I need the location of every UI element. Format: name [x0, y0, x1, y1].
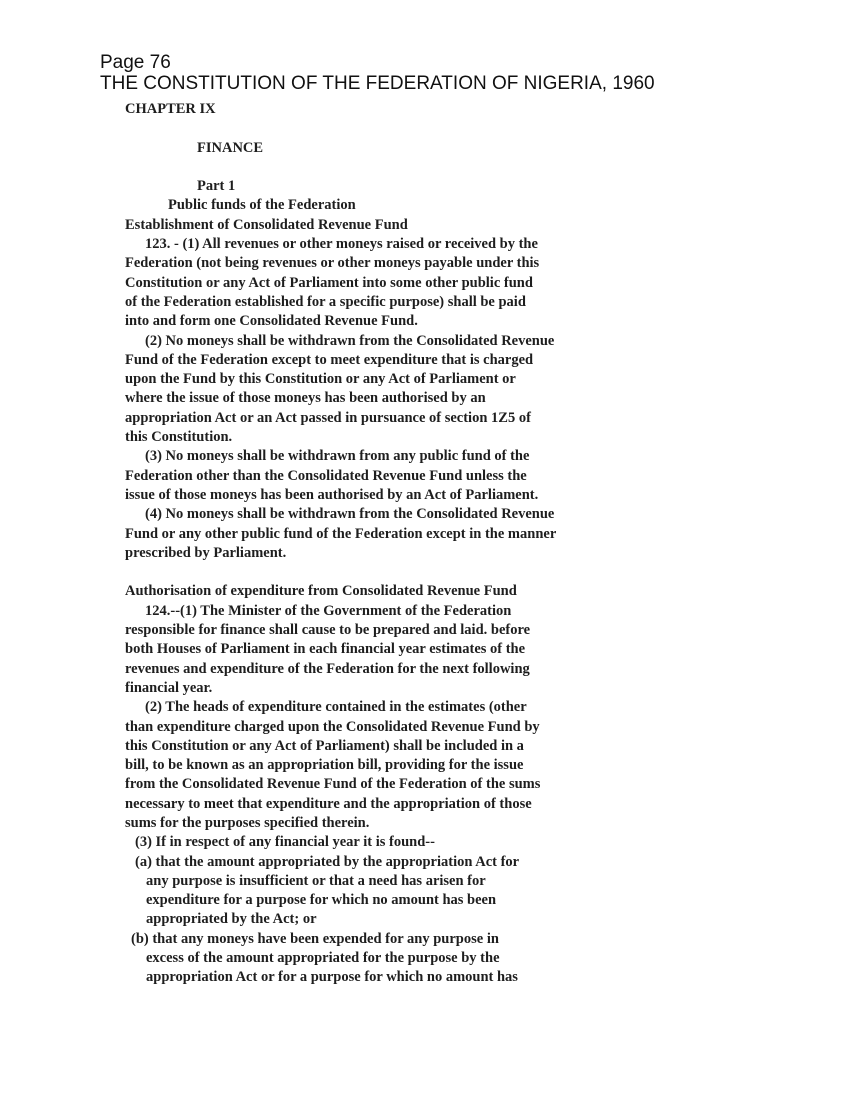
paragraph-line: where the issue of those moneys has been authorised by an	[125, 390, 486, 407]
paragraph-line: of the Federation established for a specific purpose) shall be paid	[125, 293, 526, 310]
paragraph-line: revenues and expenditure of the Federation for the next following	[125, 660, 530, 677]
paragraph-line: (2) No moneys shall be withdrawn from the Consolidated Revenue	[145, 332, 555, 349]
paragraph-line: upon the Fund by this Constitution or any Act of Parliament or	[125, 371, 516, 388]
document-title: THE CONSTITUTION OF THE FEDERATION OF NIGERIA, 1960	[100, 73, 655, 94]
paragraph-line: prescribed by Parliament.	[125, 544, 287, 561]
paragraph-line: Constitution or any Act of Parliament into some other public fund	[125, 274, 533, 291]
paragraph-line: Fund or any other public fund of the Federation except in the manner	[125, 525, 557, 542]
paragraph-line: financial year.	[125, 679, 213, 696]
section-124-heading: Authorisation of expenditure from Consolidated Revenue Fund	[125, 583, 517, 600]
paragraph-line: (3) If in respect of any financial year it is found--	[135, 834, 435, 851]
part-title: Public funds of the Federation	[168, 197, 356, 214]
chapter-title: FINANCE	[197, 139, 264, 156]
paragraph-line: (3) No moneys shall be withdrawn from any public fund of the	[145, 448, 530, 465]
chapter-heading: CHAPTER IX	[125, 101, 216, 117]
paragraph-line: Federation other than the Consolidated Revenue Fund unless the	[125, 467, 527, 484]
page-header	[100, 52, 655, 94]
paragraph-line: 123. - (1) All revenues or other moneys raised or received by the	[145, 236, 538, 253]
paragraph-line: Federation (not being revenues or other moneys payable under this	[125, 255, 540, 272]
paragraph-line: 124.--(1) The Minister of the Government of the Federation	[145, 602, 512, 619]
paragraph-line: issue of those moneys has been authorised by an Act of Parliament.	[125, 486, 539, 503]
list-item-line: appropriation Act or for a purpose for which no amount has	[146, 969, 518, 986]
list-item-line: expenditure for a purpose for which no amount has been	[146, 892, 497, 909]
paragraph-line: bill, to be known as an appropriation bill, providing for the issue	[125, 757, 524, 774]
document-body	[125, 100, 645, 988]
paragraph-line: (4) No moneys shall be withdrawn from the Consolidated Revenue	[145, 506, 555, 523]
paragraph-line: this Constitution.	[125, 429, 233, 446]
list-item-line: appropriated by the Act; or	[146, 911, 317, 928]
part-heading: Part 1	[197, 178, 236, 195]
page-number: Page 76	[100, 52, 171, 73]
section-123-heading: Establishment of Consolidated Revenue Fund	[125, 216, 408, 233]
paragraph-line: than expenditure charged upon the Consolidated Revenue Fund by	[125, 718, 540, 735]
paragraph-line: from the Consolidated Revenue Fund of the Federation of the sums	[125, 776, 541, 793]
paragraph-line: necessary to meet that expenditure and the appropriation of those	[125, 795, 532, 812]
paragraph-line: appropriation Act or an Act passed in pursuance of section 1Z5 of	[125, 409, 531, 426]
paragraph-line: into and form one Consolidated Revenue Fund.	[125, 313, 418, 330]
list-item-line: excess of the amount appropriated for the purpose by the	[146, 950, 500, 967]
paragraph-line: (2) The heads of expenditure contained in the estimates (other	[145, 699, 527, 716]
list-item-line: any purpose is insufficient or that a need has arisen for	[146, 872, 486, 889]
list-item-line: (a) that the amount appropriated by the appropriation Act for	[135, 853, 520, 870]
paragraph-line: sums for the purposes specified therein.	[125, 814, 370, 831]
list-item-line: (b) that any moneys have been expended for any purpose in	[131, 930, 499, 947]
paragraph-line: Fund of the Federation except to meet expenditure that is charged	[125, 351, 534, 368]
paragraph-line: responsible for finance shall cause to be prepared and laid. before	[125, 622, 531, 639]
paragraph-line: both Houses of Parliament in each financial year estimates of the	[125, 641, 526, 658]
paragraph-line: this Constitution or any Act of Parliament) shall be included in a	[125, 737, 524, 754]
